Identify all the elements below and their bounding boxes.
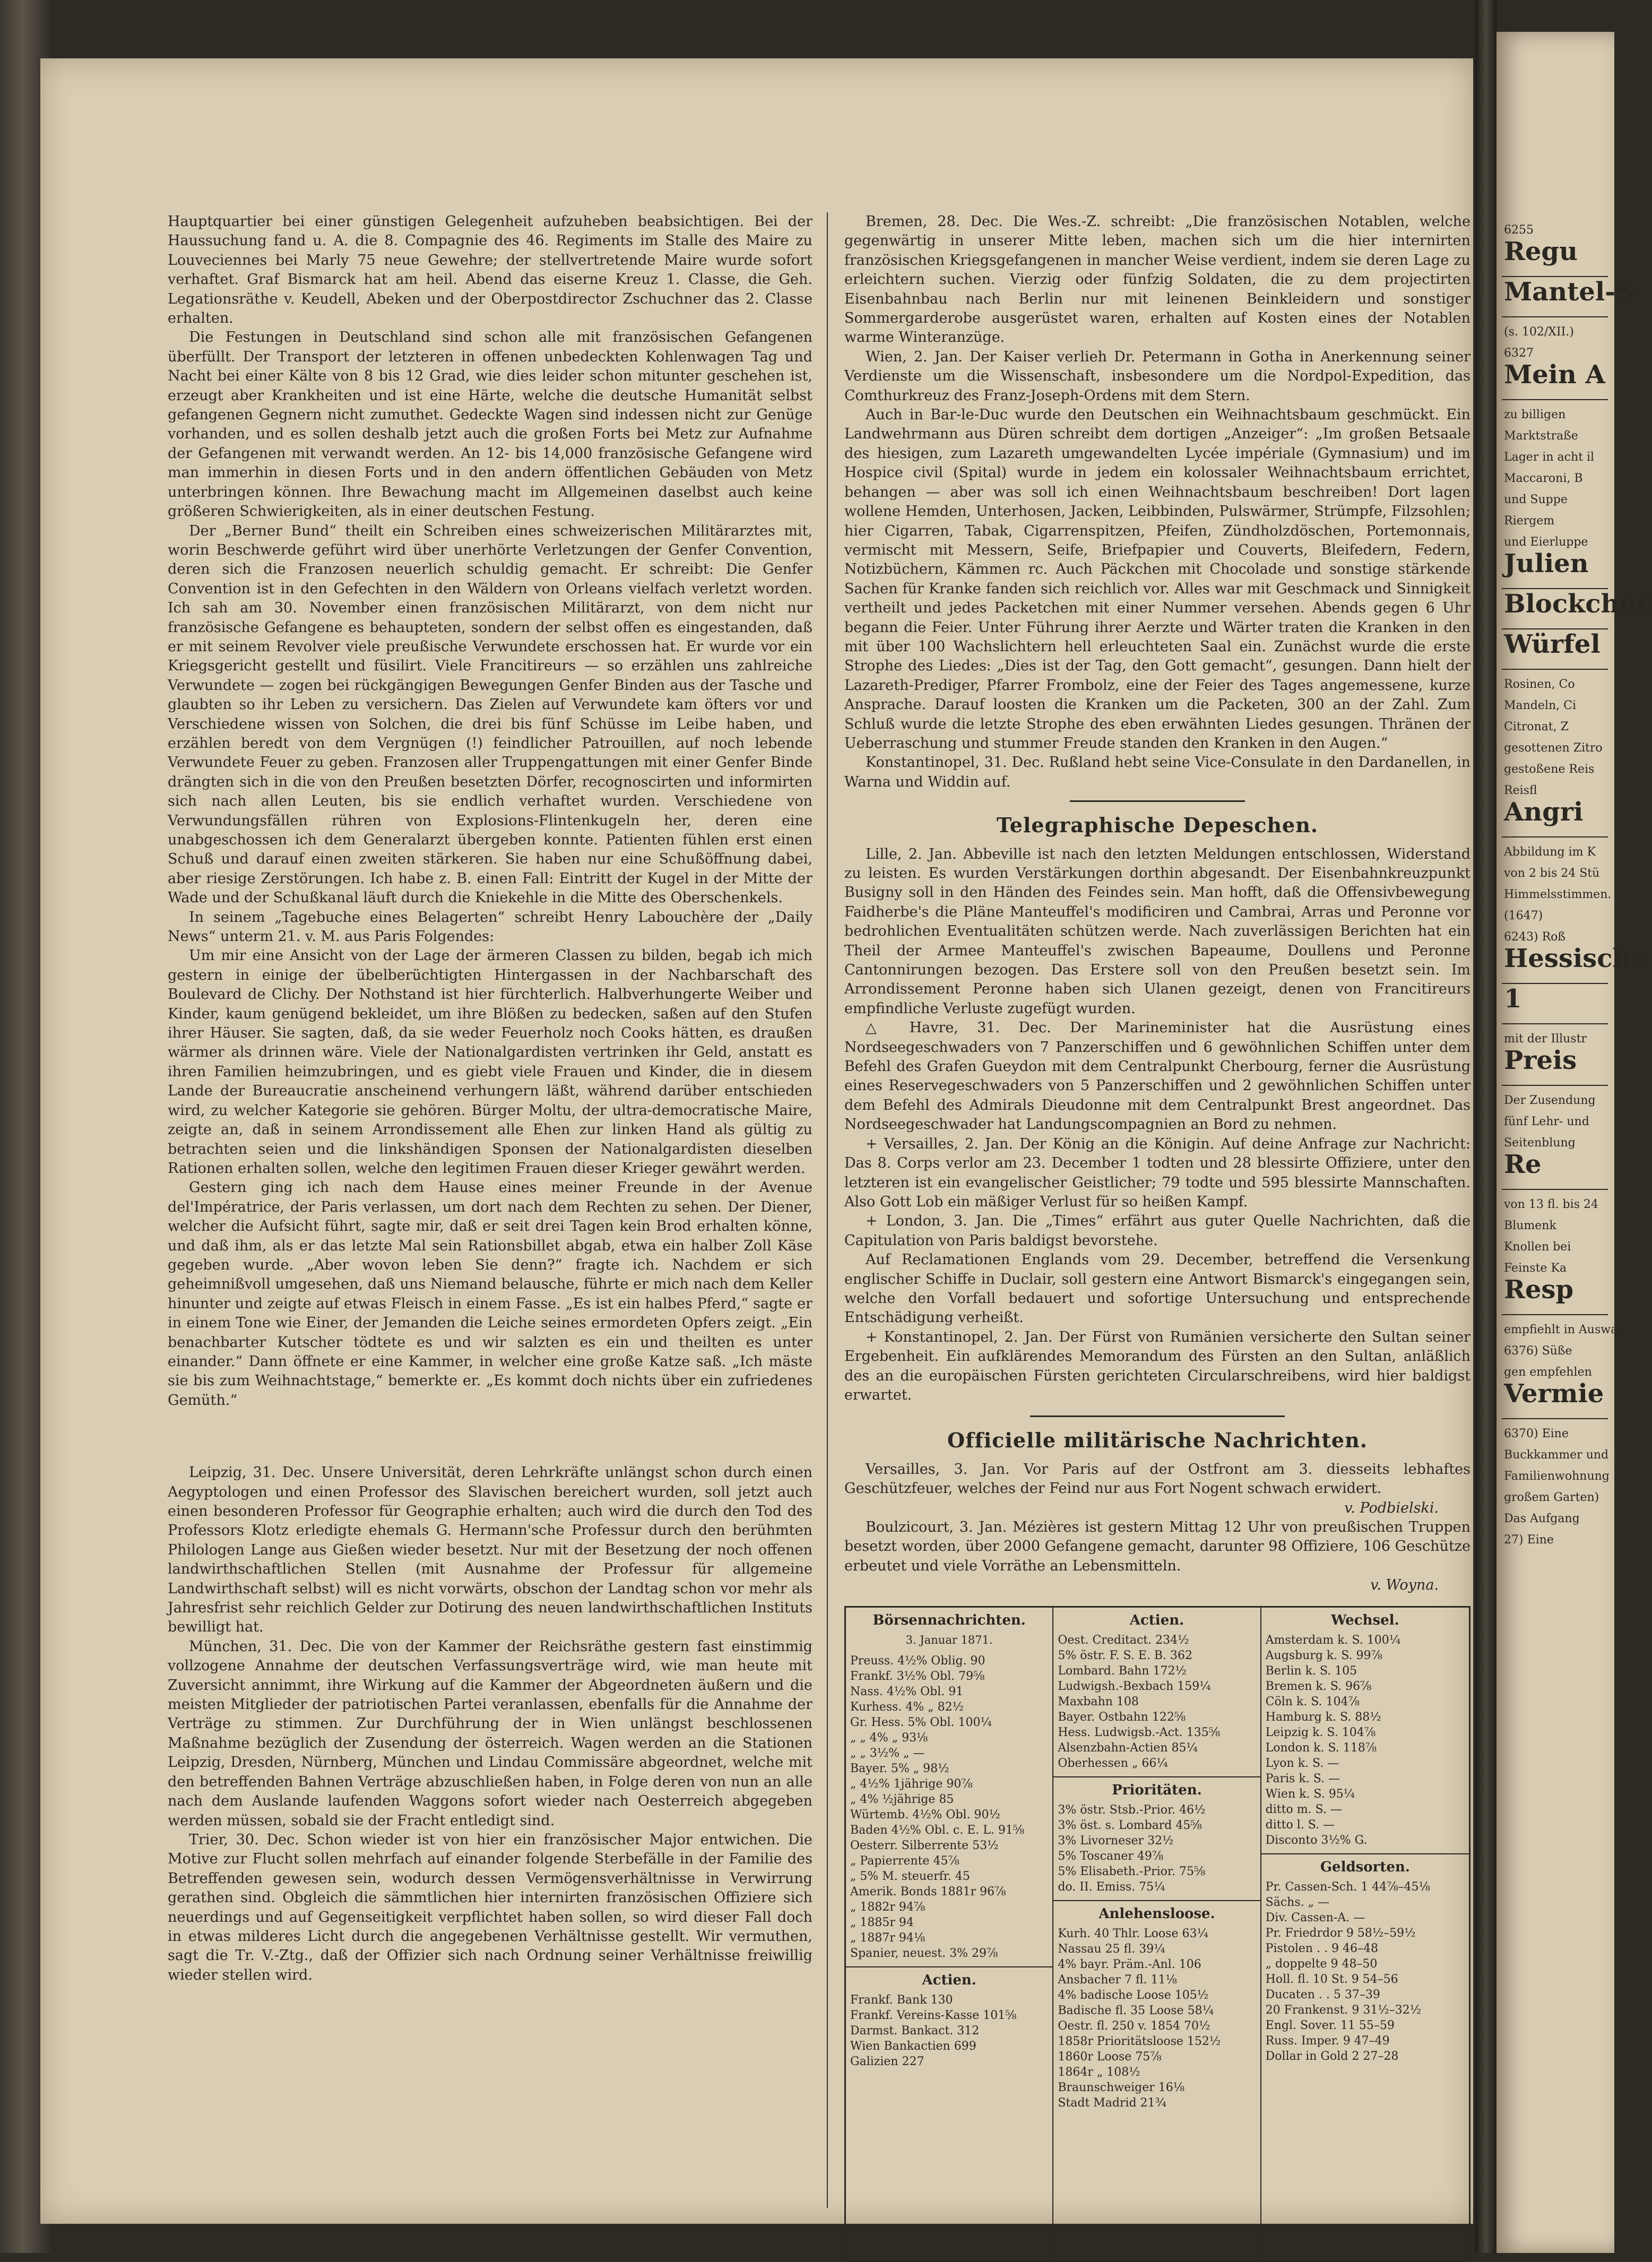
adjacent-page-fragment: Re xyxy=(1504,1150,1542,1179)
prioritaeten-lines xyxy=(1058,1802,1256,1895)
telegraph-heading: Telegraphische Depeschen. xyxy=(996,813,1319,838)
article-paragraph: München, 31. Dec. Die von der Kammer der Reichsräthe gestern fast einstimmig vollzogene Annahme der deutschen Verfassungsverträge wird, wie man heute mit Zuversicht annimmt, ihre Wirkung auf die Kammer der Abgeordneten äußern und die meisten Mitglieder der patriotischen Partei veranlassen, ebenfalls für die Annahme der Verträge zu stimmen. Zur Durchführung der in Wien unlängst beschlossenen Maßnahme bezüglich der Zusendung der österreich. Wagen werden an die Stationen Leipzig, Dresden, Nürnberg, München und Lindau Commissäre abgeordnet, welche mit den betreffenden Bahnen Verträge abzuschließen haben, in Folge deren von nun an alle nach dem Auslande laufenden Waggons sofort wieder nach Oesterreich abgegeben werden müssen, sobald sie der Fracht entledigt sind. xyxy=(168,1638,812,1829)
exchange-row: 1860r Loose 75⅞ xyxy=(1058,2050,1162,2064)
wechsel-column xyxy=(1261,1608,1469,2260)
exchange-row: „ 1885r 94 xyxy=(850,1915,914,1929)
exchange-row: Div. Cassen-A. — xyxy=(1265,1911,1365,1924)
adjacent-page-fragment: mit der Illustr xyxy=(1504,1032,1587,1046)
article-paragraph: Bremen, 28. Dec. Die Wes.-Z. schreibt: „Die französischen Notablen, welche gegenwärtig in unserer Mitte leben, machen sich um die hier internirten französischen Kriegsgefangenen in mancher Weise verdient, indem sie deren Lage zu erleichtern suchen. Vierzig oder fünfzig Soldaten, die zu dem projectirten Eisenbahnbau nach Berlin nur mit leinenen Beinkleidern und sonstiger Sommergarderobe ausgerüstet waren, erhalten auf Kosten eines der Notablen warme Winteranzüge. xyxy=(844,213,1471,346)
telegraph-item: + London, 3. Jan. Die „Times“ erfährt aus guter Quelle Nachrichten, daß die Capitulation von Paris baldigst bevorstehe. xyxy=(844,1213,1471,1249)
adjacent-page-fragment: Citronat, Z xyxy=(1504,720,1569,733)
exchange-row: Russ. Imper. 9 47–49 xyxy=(1265,2034,1390,2048)
adjacent-page-fragment: zu billigen xyxy=(1504,408,1566,421)
boersen-column xyxy=(846,1608,1053,2260)
adjacent-page-fragment: (1647) xyxy=(1504,909,1543,922)
official-signature: v. Podbielski. xyxy=(1344,1499,1439,1516)
exchange-row: Wien k. S. 95¼ xyxy=(1265,1787,1355,1801)
exchange-row: Darmst. Bankact. 312 xyxy=(850,2024,980,2037)
anlehensloose-lines xyxy=(1058,1926,1256,2111)
adjacent-page-fragment: Blumenk xyxy=(1504,1219,1556,1232)
actien-column xyxy=(1053,1608,1261,2260)
adjacent-page-fragment: Regu xyxy=(1504,237,1578,266)
adjacent-page-rule xyxy=(1502,669,1608,670)
exchange-row: Ludwigsh.-Bexbach 159¼ xyxy=(1058,1679,1211,1693)
adjacent-page-fragment: und Eierluppe xyxy=(1504,536,1588,549)
prioritaeten-title: Prioritäten. xyxy=(1112,1782,1202,1798)
adjacent-page-fragment: 6327 xyxy=(1504,347,1534,360)
exchange-row: 1864r „ 108½ xyxy=(1058,2065,1140,2079)
adjacent-page-fragment: gen empfehlen xyxy=(1504,1366,1592,1379)
adjacent-page-fragment: Mein A xyxy=(1504,360,1605,390)
table-divider xyxy=(846,1966,1052,1967)
adjacent-page-fragment: Hessische xyxy=(1504,944,1647,973)
adjacent-page-fragment: Himmelsstimmen. xyxy=(1504,888,1612,901)
adjacent-page-rule xyxy=(1502,1189,1608,1190)
exchange-row: „ 1882r 94⅞ xyxy=(850,1900,926,1914)
exchange-row: Ducaten . . 5 37–39 xyxy=(1265,1988,1380,2001)
exchange-row: Amerik. Bonds 1881r 96⅞ xyxy=(850,1885,1006,1898)
exchange-row: Bayer. 5% „ 98½ xyxy=(850,1762,949,1775)
column-divider xyxy=(827,212,828,2208)
exchange-row: 3% Livorneser 32½ xyxy=(1058,1834,1174,1847)
table-divider xyxy=(1053,1900,1260,1901)
exchange-row: Sächs. „ — xyxy=(1265,1895,1330,1909)
article-paragraph: Trier, 30. Dec. Schon wieder ist von hier ein französischer Major entwichen. Die Motive zur Flucht sollen mehrfach auf einander folgende Sterbefälle in der Familie des Betreffenden gewesen sein, wodurch dessen Vermögensverhältnisse in Verwirrung gerathen sind. Obgleich die sämmtlichen hier internirten französischen Offiziere sich neuerdings und auf Gegenseitigkeit verpflichtet haben sollen, so wird dieser Fall doch in etwas milderes Licht durch die angegebenen Verhältnisse gestellt. Wir vermuthen, sagt die Tr. V.-Ztg., daß der Offizier sich nach Ordnung seiner Verhältnisse freiwillig wieder stellen wird. xyxy=(168,1831,812,1983)
exchange-row: „ „ 4% „ 93⅛ xyxy=(850,1731,928,1745)
article-paragraph: In seinem „Tagebuche eines Belagerten“ schreibt Henry Labouchère der „Daily News“ unterm 21. v. M. aus Paris Folgendes: xyxy=(168,909,812,945)
boersen-actien-lines xyxy=(850,1992,1048,2069)
adjacent-page-fragment: gesottenen Zitro xyxy=(1504,741,1603,755)
exchange-row: Amsterdam k. S. 100¼ xyxy=(1265,1633,1401,1647)
adjacent-page-fragment: Abbildung im K xyxy=(1504,845,1596,859)
article-paragraph: Die Festungen in Deutschland sind schon alle mit französischen Gefangenen überfüllt. Der Transport der letzteren in offenen unbedeckten Kohlenwagen Tag und Nacht bei einer Kälte von 8 bis 12 Grad, wie dies leider schon mitunter geschehen ist, erzeugt aber Krankheiten und ist eine Härte, welche die deutsche Humanität selbst gefangenen Gegnern nicht zumuthet. Gedeckte Wagen sind indessen nicht zur Genüge vorhanden, und es sollen deshalb jetzt auch die großen Forts bei Metz zur Aufnahme der Gefangenen mit verwandt werden. An 12- bis 14,000 französische Gefangene wird man immerhin in diesen Forts und in den andern öffentlichen Gebäuden von Metz unterbringen können. Ihre Bewachung macht im Allgemeinen daselbst auch keine größeren Schwierigkeiten, als in einer deutschen Festung. xyxy=(168,329,812,520)
exchange-row: „ Papierrente 45⅞ xyxy=(850,1854,959,1868)
spacer xyxy=(168,1410,812,1463)
exchange-row: Lyon k. S. — xyxy=(1265,1756,1339,1770)
exchange-row: Frankf. Vereins-Kasse 101⅝ xyxy=(850,2008,1017,2022)
adjacent-page-fragment: Würfel xyxy=(1504,629,1601,659)
exchange-row: Leipzig k. S. 104⅞ xyxy=(1265,1725,1376,1739)
article-paragraph: Konstantinopel, 31. Dec. Rußland hebt seine Vice-Consulate in den Dardanellen, in Warna und Widdin auf. xyxy=(844,754,1471,790)
exchange-row: 4% bayr. Präm.-Anl. 106 xyxy=(1058,1957,1201,1971)
adjacent-page-rule xyxy=(1502,399,1608,400)
exchange-row: 5% Elisabeth.-Prior. 75⅝ xyxy=(1058,1864,1206,1878)
exchange-row: Oestr. fl. 250 v. 1854 70½ xyxy=(1058,2019,1210,2033)
adjacent-page-fragment: Julien xyxy=(1504,549,1589,579)
exchange-table xyxy=(844,1606,1471,2262)
exchange-row: Nass. 4½% Obl. 91 xyxy=(850,1685,964,1698)
adjacent-page-fragment: Das Aufgang xyxy=(1504,1512,1580,1525)
exchange-row: Stadt Madrid 21¾ xyxy=(1058,2096,1166,2110)
adjacent-page-fragment: gestoßene Reis xyxy=(1504,763,1595,776)
telegraph-item: + Versailles, 2. Jan. Der König an die Königin. Auf deine Anfrage zur Nachricht: Das 8. Corps verlor am 23. December 1 todten und 28 blessirte Offiziere, unter den letzteren ist ein evangelischer Geistlicher; 79 todte und 595 blessirte Mannschaften. Also Gott Lob ein mäßiger Verlust für so heißen Kampf. xyxy=(844,1135,1471,1210)
exchange-row: Berlin k. S. 105 xyxy=(1265,1664,1357,1678)
adjacent-page-fragment: und Suppe xyxy=(1504,493,1568,506)
exchange-row: Cöln k. S. 104⅞ xyxy=(1265,1695,1360,1708)
exchange-row: Dollar in Gold 2 27–28 xyxy=(1265,2049,1399,2063)
exchange-row: Bremen k. S. 96⅞ xyxy=(1265,1679,1372,1693)
exchange-row: 5% Toscaner 49⅞ xyxy=(1058,1849,1164,1863)
book-gutter xyxy=(1475,0,1497,2253)
adjacent-page-fragment: Riergem xyxy=(1504,514,1555,528)
exchange-row: 5% östr. F. S. E. B. 362 xyxy=(1058,1648,1192,1662)
exchange-row: Maxbahn 108 xyxy=(1058,1695,1139,1708)
adjacent-page-fragment: Mandeln, Ci xyxy=(1504,699,1576,712)
exchange-row: Nassau 25 fl. 39¼ xyxy=(1058,1942,1165,1956)
official-signature: v. Woyna. xyxy=(1370,1577,1439,1594)
exchange-row: 3% östr. Stsb.-Prior. 46½ xyxy=(1058,1803,1206,1817)
exchange-row: Badische fl. 35 Loose 58¼ xyxy=(1058,2004,1214,2017)
exchange-row: Augsburg k. S. 99⅞ xyxy=(1265,1648,1382,1662)
adjacent-page-edge xyxy=(1497,32,1652,2253)
adjacent-page-rule xyxy=(1502,1085,1608,1086)
telegraph-item: + Konstantinopel, 2. Jan. Der Fürst von Rumänien versicherte den Sultan seiner Ergebenheit. Ein aufklärendes Memorandum des Fürsten an den Sultan, anläßlich des an die europäischen Fürsten gerichteten Circularschreibens, wird hier baldigst erwartet. xyxy=(844,1328,1471,1403)
adjacent-page-fragment: von 13 fl. bis 24 xyxy=(1504,1198,1598,1211)
adjacent-page-fragment: Lager in acht il xyxy=(1504,451,1595,464)
adjacent-page-fragment: Knollen bei xyxy=(1504,1240,1571,1254)
exchange-row: Lombard. Bahn 172½ xyxy=(1058,1664,1187,1678)
exchange-row: Hess. Ludwigsb.-Act. 135⅝ xyxy=(1058,1725,1221,1739)
adjacent-page-fragment: Blockchoc xyxy=(1504,589,1652,619)
right-column xyxy=(844,212,1471,2262)
adjacent-page-fragment: Maccaroni, B xyxy=(1504,472,1583,485)
exchange-row: Disconto 3½% G. xyxy=(1265,1833,1368,1847)
boersen-actien-title: Actien. xyxy=(922,1972,976,1988)
article-paragraph: Leipzig, 31. Dec. Unsere Universität, deren Lehrkräfte unlängst schon durch einen Aegyptologen und einen Professor des Slavischen bereichert wurden, soll jetzt auch einen besonderen Professor für Geographie erhalten; auch wird die durch den Tod des Professors Klotz erledigte ehemals G. Hermann'sche Professur durch den berühmten Philologen Lange aus Gießen wieder besetzt. Nur mit der Besetzung der noch offenen landwirthschaftlichen Stellen (mit Ausnahme der Professur für allgemeine Landwirthschaft selbst) will es nicht vorwärts, obschon der Landtag schon vor mehr als Jahresfrist sehr reichlich Gelder zur Dotirung des neuen landwirthschaftlichen Instituts bewilligt hat. xyxy=(168,1464,812,1636)
adjacent-page-fragment: von 2 bis 24 Stü xyxy=(1504,867,1600,880)
adjacent-page-fragment: Mantel-S xyxy=(1504,277,1634,307)
adjacent-page-fragment: Vermie xyxy=(1504,1379,1604,1409)
newspaper-page xyxy=(40,58,1473,2224)
exchange-row: Galizien 227 xyxy=(850,2054,924,2068)
adjacent-page-fragment: Rosinen, Co xyxy=(1504,678,1575,691)
exchange-row: do. II. Emiss. 75¼ xyxy=(1058,1880,1165,1894)
exchange-row: Gr. Hess. 5% Obl. 100¼ xyxy=(850,1715,992,1729)
exchange-row: Oest. Creditact. 234½ xyxy=(1058,1633,1189,1647)
telegraph-item: Auf Reclamationen Englands vom 29. December, betreffend die Versenkung englischer Schiffe in Duclair, soll gestern eine Antwort Bismarck's eingegangen sein, welche den Vorfall bedauert und sofortige Untersuchung und entsprechende Entschädigung verheißt. xyxy=(844,1251,1471,1326)
adjacent-page-rule xyxy=(1502,1314,1608,1315)
adjacent-page-fragment: 1 xyxy=(1504,984,1522,1014)
article-paragraph: Auch in Bar-le-Duc wurde den Deutschen ein Weihnachtsbaum geschmückt. Ein Landwehrmann aus Düren schreibt dem dortigen „Anzeiger“: „Im großen Betsaale des hiesigen, zum Lazareth umgewandelten Lycée impériale (Gymnasium) und im Hospice civil (Spital) wurde in jedem ein kolossaler Weihnachtsbaum errichtet, behangen — aber was soll ich einen Weihnachtsbaum beschreiben! Dort lagen wollene Hemden, Unterhosen, Jacken, Leibbinden, Pulswärmer, Strümpfe, Filzsohlen; hier Cigarren, Tabak, Cigarrenspitzen, Pfeifen, Zündholzdöschen, Portemonnais, vermischt mit Messern, Seife, Briefpapier und Couverts, Bleifedern, Federn, Notizbüchern, Kämmen rc. Auch Päckchen mit Chocolade und sonstige stärkende Sachen für Kranke fanden sich reichlich vor. Alles war mit Geschmack und Sinnigkeit vertheilt und jedes Packetchen mit einer Nummer versehen. Abends gegen 6 Uhr begann die Feier. Unter Führung ihrer Aerzte und Wärter traten die Kranken in den mit über 100 Wachslichtern hell erleuchteten Saal ein. Zunächst wurde die erste Strophe des Liedes: „Dies ist der Tag, den Gott gemacht“, gesungen. Dann hielt der Lazareth-Prediger, Pfarrer Frombolz, eine der Feier des Tages angemessene, kurze Ansprache. Darauf loosten die Kranken um die Packeten, 300 an der Zahl. Zum Schluß wurde die letzte Strophe des eben erwähnten Liedes gesungen. Thränen der Ueberraschung und stummer Freude standen den Kranken in den Augen.“ xyxy=(844,407,1471,752)
adjacent-page-rule xyxy=(1502,836,1608,838)
adjacent-page-fragment: empfiehlt in Auswa xyxy=(1504,1323,1618,1336)
exchange-row: 3% öst. s. Lombard 45⅝ xyxy=(1058,1818,1202,1832)
adjacent-page-fragment: Familienwohnung xyxy=(1504,1470,1610,1483)
exchange-row: Alsenzbahn-Actien 85¼ xyxy=(1058,1741,1198,1755)
adjacent-page-fragment: Feinste Ka xyxy=(1504,1262,1567,1275)
exchange-row: „ 5% M. steuerfr. 45 xyxy=(850,1869,970,1883)
wechsel-lines xyxy=(1266,1633,1465,1848)
adjacent-page-fragment: 6255 xyxy=(1504,223,1534,237)
telegraph-item: Lille, 2. Jan. Abbeville ist nach den letzten Meldungen entschlossen, Widerstand zu leisten. Es wurden Verstärkungen dorthin abgesandt. Der Eisenbahnkreuzpunkt Busigny soll in den Händen des Feindes sein. Man hofft, daß die Offensivbewegung Faidherbe's die Pläne Manteuffel's modificiren und Cambrai, Arras und Peronne vor bedrohlichen Eventualitäten schützen werde. Nach zuverlässigen Berichten hat ein Theil der Armee Manteuffel's zwischen Bapeaume, Doullens und Peronne Cantonnirungen bezogen. Das Erstere soll von den Preußen besetzt sein. Im Arrondissement Peronne haben sich Ulanen gezeigt, denen von Francitireurs empfindliche Verluste zugefügt wurden. xyxy=(844,845,1471,1017)
exchange-row: Oberhessen „ 66¼ xyxy=(1058,1756,1168,1770)
adjacent-page-rule xyxy=(1502,316,1608,317)
exchange-row: Würtemb. 4½% Obl. 90½ xyxy=(850,1808,1000,1821)
actien-lines xyxy=(1058,1633,1256,1771)
exchange-row: Paris k. S. — xyxy=(1265,1772,1340,1785)
adjacent-page-fragment: fünf Lehr- und xyxy=(1504,1115,1589,1128)
geldsorten-title: Geldsorten. xyxy=(1320,1859,1410,1875)
table-divider xyxy=(1261,1853,1469,1854)
official-item: Versailles, 3. Jan. Vor Paris auf der Ostfront am 3. diesseits lebhaftes Geschützfeuer, welches der Feind nur aus Fort Nogent schwach erwidert. xyxy=(844,1461,1471,1497)
exchange-row: ditto m. S. — xyxy=(1265,1802,1342,1816)
boersen-title: Börsennachrichten. xyxy=(872,1612,1026,1628)
exchange-row: Kurh. 40 Thlr. Loose 63¼ xyxy=(1058,1927,1208,1940)
geldsorten-lines xyxy=(1266,1879,1465,2064)
exchange-row: „ 1887r 94⅛ xyxy=(850,1931,926,1945)
adjacent-page-fragment: Buckkammer und xyxy=(1504,1448,1609,1462)
exchange-row: ditto l. S. — xyxy=(1265,1818,1335,1832)
exchange-row: Frankf. 3½% Obl. 79⅝ xyxy=(850,1669,985,1683)
exchange-row: Spanier, neuest. 3% 29⅞ xyxy=(850,1946,998,1960)
exchange-row: Bayer. Ostbahn 122⅝ xyxy=(1058,1710,1186,1724)
adjacent-page-rule xyxy=(1502,1418,1608,1419)
exchange-row: Oesterr. Silberrente 53½ xyxy=(850,1838,999,1852)
exchange-row: 20 Frankenst. 9 31½–32½ xyxy=(1265,2003,1421,2017)
boersen-date: 3. Januar 1871. xyxy=(905,1633,993,1646)
exchange-row: „ „ 3½% „ — xyxy=(850,1746,925,1760)
adjacent-page-fragment: Preis xyxy=(1504,1046,1577,1075)
exchange-row: Pr. Friedrdor 9 58½–59½ xyxy=(1265,1926,1416,1940)
table-divider xyxy=(1053,1776,1260,1777)
anlehensloose-title: Anlehensloose. xyxy=(1099,1905,1215,1922)
exchange-row: Engl. Sover. 11 55–59 xyxy=(1265,2018,1395,2032)
adjacent-page-fragment: Marktstraße xyxy=(1504,429,1578,443)
adjacent-page-fragment: großem Garten) xyxy=(1504,1491,1599,1504)
adjacent-page-fragment: 6376) Süße xyxy=(1504,1344,1572,1358)
left-column xyxy=(168,212,812,1985)
exchange-row: Ansbacher 7 fl. 11⅛ xyxy=(1058,1973,1177,1987)
boersen-lines xyxy=(850,1653,1048,1961)
exchange-row: Wien Bankactien 699 xyxy=(850,2039,976,2053)
exchange-row: Baden 4½% Obl. c. E. L. 91⅝ xyxy=(850,1823,1025,1837)
official-heading: Officielle militärische Nachrichten. xyxy=(947,1428,1368,1453)
adjacent-page-fragment: 27) Eine xyxy=(1504,1533,1554,1547)
article-paragraph: Um mir eine Ansicht von der Lage der ärmeren Classen zu bilden, begab ich mich gestern in einige der übelberüchtigten Hintergassen in der Nachbarschaft des Boulevard de Clichy. Der Nothstand ist hier fürchterlich. Halbverhungerte Weiber und Kinder, kaum genügend bekleidet, um ihre Blößen zu bedecken, saßen auf den Stufen ihrer Häuser. Sie sagten, daß, da sie weder Feuerholz noch Cooks hätten, es draußen wärmer als drinnen wäre. Viele der Nationalgardisten vertrinken ihr Geld, anstatt es ihren Familien heimzubringen, und es giebt viele Frauen und Kinder, die in diesem Lande der Bureaucratie anscheinend verhungern läßt, während darüber entschieden wird, zu welcher Kategorie sie gehören. Bürger Moltu, der ultra-democratische Maire, zeigte an, daß in seinem Arrondissement alle Ehen zur linken Hand als gültig zu betrachten seien und die linkshändigen Sponsen der Nationalgardisten dieselben Rationen erhalten sollen, welche den legitimen Frauen dieser Krieger gewährt werden. xyxy=(168,947,812,1177)
exchange-row: „ 4½% 1jährige 90⅞ xyxy=(850,1777,973,1791)
adjacent-page-fragment: Reisfl xyxy=(1504,784,1537,797)
article-paragraph: Hauptquartier bei einer günstigen Gelegenheit aufzuheben beabsichtigen. Bei der Haussuchung fand u. A. die 8. Compagnie des 46. Regiments im Stalle des Maire zu Louveciennes bei Marly 75 neue Gewehre; der stellvertretende Maire wurde sofort verhaftet. Graf Bismarck hat am heil. Abend das eiserne Kreuz 1. Classe, die Geh. Legationsräthe v. Keudell, Abeken und der Oberpostdirector Zschuchner das 2. Classe erhalten. xyxy=(168,213,812,327)
section-separator xyxy=(1030,1415,1285,1417)
telegraph-item: △ Havre, 31. Dec. Der Marineminister hat die Ausrüstung eines Nordseegeschwaders von 7 Panzerschiffen und 6 gewöhnlichen Schiffen unter dem Befehl des Grafen Gueydon mit dem Centralpunkt Cherbourg, ferner die Ausrüstung eines Reservegeschwaders von 5 Panzerschiffen und 2 gewöhnlichen Schiffen unter dem Befehl des Admirals Dieudonne mit dem Centralpunkt Brest angeordnet. Das Nordseegeschwader hat Landungscompagnien an Bord zu nehmen. xyxy=(844,1020,1471,1133)
adjacent-page-fragment: Seitenblung xyxy=(1504,1136,1576,1150)
official-item: Boulzicourt, 3. Jan. Mézières ist gestern Mittag 12 Uhr von preußischen Truppen besetzt worden, über 2000 Gefangene gemacht, darunter 98 Offiziere, 106 Geschütze erbeutet und viele Vorräthe an Lebensmitteln. xyxy=(844,1519,1471,1574)
article-paragraph: Wien, 2. Jan. Der Kaiser verlieh Dr. Petermann in Gotha in Anerkennung seiner Verdienste um die Wissenschaft, insbesondere um die Nordpol-Expedition, das Comthurkreuz des Franz-Joseph-Ordens mit dem Stern. xyxy=(844,348,1471,404)
section-separator xyxy=(1070,800,1245,802)
adjacent-page-fragment: (s. 102/XII.) xyxy=(1504,325,1574,339)
actien-title: Actien. xyxy=(1129,1612,1184,1628)
exchange-row: „ 4% ½jährige 85 xyxy=(850,1792,954,1806)
exchange-row: Holl. fl. 10 St. 9 54–56 xyxy=(1265,1972,1398,1986)
exchange-row: London k. S. 118⅞ xyxy=(1265,1741,1377,1755)
exchange-row: Kurhess. 4% „ 82½ xyxy=(850,1700,964,1714)
exchange-row: Frankf. Bank 130 xyxy=(850,1993,953,2007)
adjacent-page-fragment: Resp xyxy=(1504,1275,1574,1305)
exchange-row: 1858r Prioritätsloose 152½ xyxy=(1058,2034,1221,2048)
adjacent-page-fragment: Der Zusendung xyxy=(1504,1094,1596,1107)
exchange-row: Pistolen . . 9 46–48 xyxy=(1265,1941,1379,1955)
article-paragraph: Der „Berner Bund“ theilt ein Schreiben eines schweizerischen Militärarztes mit, worin Beschwerde geführt wird über unerhörte Verletzungen der Genfer Convention, deren sich die Franzosen neuerlich schuldig gemacht. Er schreibt: Die Genfer Convention ist in den Gefechten in den Wäldern von Orleans vielfach verletzt worden. Ich sah am 30. November einen französischen Militärarzt, von dem nicht nur französische Gefangene es behaupteten, sondern der selbst offen es eingestanden, daß er mit seinem Revolver viele preußische Verwundete erschossen hat. Er wurde vor ein Kriegsgericht gestellt und füsilirt. Viele Francitireurs — so erzählen uns zahlreiche Verwundete — zogen bei rückgängigen Bewegungen Genfer Binden aus der Tasche und glaubten so ihr Leben zu versichern. Das Zielen auf Verwundete kam öfters vor und Verschiedene wissen von Solchen, die drei bis fünf Schüsse im Leibe haben, und erzählen beredt von dem Vergnügen (!) feindlicher Patrouillen, auf noch lebende Verwundete Feuer zu geben. Franzosen aller Truppengattungen mit einer Genfer Binde drängten sich in die von den Preußen besetzten Dörfer, recognoscirten und informirten sich nach allen Leuten, bis sie endlich verhaftet wurden. Verschiedene von Verwundungsfällen rühren von Explosions-Flintenkugeln her, deren eine unabgeschossen ich dem Generalarzt übergeben konnte. Patienten fühlen erst einen Schuß und darauf einen zweiten stärkeren. Sie haben nur eine Schußöffnung dabei, aber riesige Zerstörungen. Ich habe z. B. einen Fall: Eintritt der Kugel in der Mitte der Wade und der Schußkanal läuft durch die Kniekehle in die Mitte des Oberschenkels. xyxy=(168,522,812,906)
exchange-row: Pr. Cassen-Sch. 1 44⅞–45⅛ xyxy=(1265,1880,1430,1894)
adjacent-page-fragment: 6243) Roß xyxy=(1504,930,1566,944)
adjacent-page-rule xyxy=(1502,1023,1608,1024)
adjacent-page-fragment: Angri xyxy=(1504,797,1584,827)
article-paragraph: Gestern ging ich nach dem Hause eines meiner Freunde in der Avenue del'Impératrice, der Paris verlassen, um dort nach dem Rechten zu sehen. Der Diener, welcher die Aufsicht führt, sagte mir, daß er seit drei Tagen kein Brod erhalten könne, und daß ihm, als er das letzte Mal sein Rationsbillet abgab, etwa ein halber Zoll Käse gegeben wurde. „Aber wovon leben Sie denn?“ fragte ich. Nachdem er sich geheimnißvoll umgesehen, daß uns Niemand belausche, führte er mich nach dem Keller hinunter und zeigte auf etwas Fleisch in einem Fasse. „Es ist ein halbes Pferd,“ sagte er in einem Tone wie Einer, der Jemanden die Leiche seines ermordeten Opfers zeigt. „Ein benachbarter Kutscher tödtete es und wir salzten es ein und theilten es unter einander.“ Dann öffnete er eine Kammer, in welcher eine große Katze saß. „Ich mäste sie bis zum Weihnachtstage,“ bemerkte er. „Es kommt doch nichts über ein zufriedenes Gemüth.“ xyxy=(168,1179,812,1409)
exchange-row: 4% badische Loose 105½ xyxy=(1058,1988,1209,2002)
exchange-row: Braunschweiger 16⅛ xyxy=(1058,2080,1185,2094)
adjacent-page-fragment: 6370) Eine xyxy=(1504,1427,1569,1440)
wechsel-title: Wechsel. xyxy=(1331,1612,1399,1628)
exchange-row: Hamburg k. S. 88½ xyxy=(1265,1710,1381,1724)
exchange-row: „ doppelte 9 48–50 xyxy=(1265,1957,1378,1971)
exchange-row: Preuss. 4½% Oblig. 90 xyxy=(850,1654,985,1668)
